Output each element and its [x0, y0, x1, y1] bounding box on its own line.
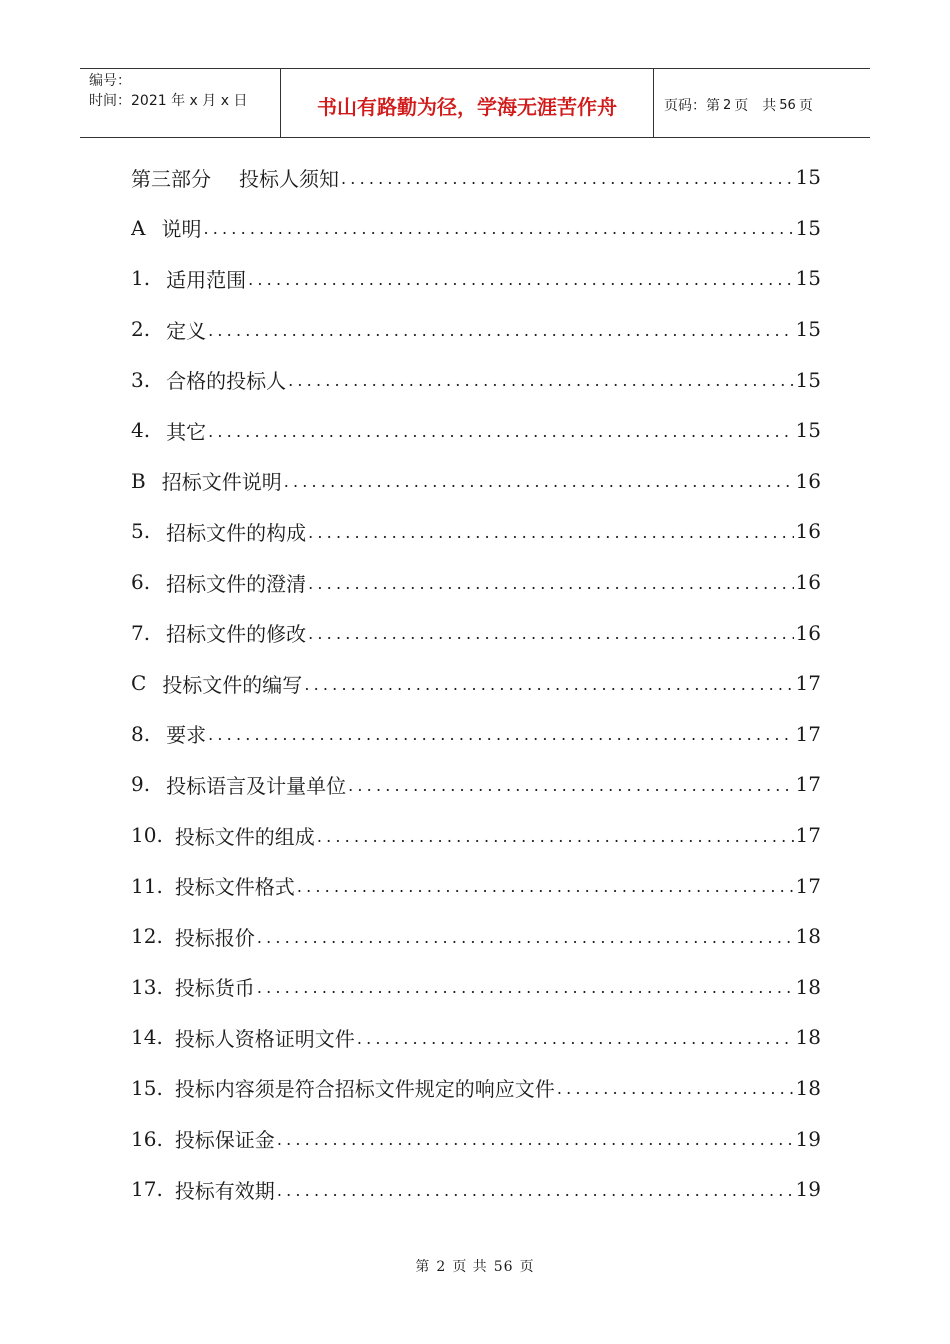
- toc-entry-page: 15: [795, 367, 821, 392]
- header-page-info: [654, 69, 870, 137]
- footer-current: 2: [436, 1259, 447, 1275]
- toc-entry[interactable]: [131, 557, 821, 608]
- toc-leader-dots: [203, 219, 793, 238]
- toc-entry-title: 投标文件格式: [174, 875, 295, 900]
- toc-entry-title: 说明: [161, 217, 202, 242]
- toc-leader-dots: [257, 978, 794, 997]
- toc-entry[interactable]: [131, 962, 821, 1013]
- header-page-suffix: 页: [798, 98, 813, 114]
- header-meta: [80, 69, 281, 137]
- toc-entry-title: 招标文件说明: [161, 470, 282, 495]
- toc-entry-number: 10.: [131, 823, 163, 848]
- toc-entry-number: 8.: [131, 721, 151, 746]
- toc-entry[interactable]: [131, 354, 821, 405]
- toc-entry-page: 19: [795, 1126, 821, 1151]
- toc-entry-page: 18: [795, 924, 821, 949]
- toc-entry-page: 17: [795, 873, 821, 898]
- toc-entry[interactable]: [131, 1012, 821, 1063]
- toc-leader-dots: [308, 523, 793, 542]
- toc-entry-page: 15: [795, 266, 821, 291]
- toc-entry-number: A: [131, 215, 146, 240]
- toc-entry[interactable]: [131, 709, 821, 760]
- toc-leader-dots: [277, 1181, 794, 1200]
- toc-entry-title: 投标内容须是符合招标文件规定的响应文件: [174, 1077, 555, 1102]
- toc-leader-dots: [297, 877, 794, 896]
- toc-leader-dots: [208, 321, 793, 340]
- toc-entry-number: 14.: [131, 1025, 163, 1050]
- toc-entry-page: 18: [795, 974, 821, 999]
- toc-entry[interactable]: [131, 658, 821, 709]
- toc-leader-dots: [208, 725, 793, 744]
- header-page-current: 2: [723, 97, 732, 113]
- toc-entry[interactable]: [131, 506, 821, 557]
- toc-entry-title: 投标语言及计量单位: [166, 773, 347, 798]
- toc-entry-number: C: [131, 671, 147, 696]
- footer-mid: 页 共: [452, 1259, 488, 1275]
- toc-entry-page: 16: [795, 519, 821, 544]
- toc-entry-page: 17: [795, 721, 821, 746]
- toc-entry[interactable]: [131, 253, 821, 304]
- toc-entry-number: 16.: [131, 1126, 163, 1151]
- toc-entry-number: B: [131, 468, 146, 493]
- toc-entry-title: 投标文件的编写: [162, 672, 303, 697]
- toc-leader-dots: [248, 270, 793, 289]
- toc-entry[interactable]: [131, 405, 821, 456]
- toc-leader-dots: [277, 1130, 794, 1149]
- toc-entry-title: 招标文件的澄清: [166, 571, 307, 596]
- toc-leader-dots: [348, 776, 793, 795]
- toc-entry-number: 15.: [131, 1075, 163, 1100]
- toc-entry-number: 1.: [131, 266, 151, 291]
- toc-entry-title: 合格的投标人: [166, 369, 287, 394]
- toc-entry[interactable]: [131, 810, 821, 861]
- toc-entry-page: 17: [795, 671, 821, 696]
- toc-entry-number: 第三部分: [131, 166, 211, 191]
- toc-entry-page: 17: [795, 772, 821, 797]
- toc-entry-number: 2.: [131, 317, 151, 342]
- toc-entry-page: 16: [795, 468, 821, 493]
- toc-leader-dots: [284, 472, 794, 491]
- toc-entry-page: 18: [795, 1075, 821, 1100]
- toc-entry-title: 投标货币: [174, 976, 255, 1001]
- toc-entry-number: 11.: [131, 873, 163, 898]
- document-number-label: 编号：: [89, 73, 131, 89]
- toc-entry-number: 3.: [131, 367, 151, 392]
- footer-suffix: 页: [519, 1259, 535, 1275]
- toc-entry-number: 5.: [131, 519, 151, 544]
- toc-entry-page: 16: [795, 620, 821, 645]
- toc-leader-dots: [308, 574, 793, 593]
- toc-entry-page: 15: [795, 165, 821, 190]
- toc-entry-title: 定义: [166, 318, 207, 343]
- toc-leader-dots: [304, 675, 793, 694]
- toc-entry-title: 招标文件的修改: [166, 622, 307, 647]
- header-motto: 书山有路勤为径，学海无涯苦作舟: [281, 69, 654, 137]
- toc-entry-title: 投标人须知: [239, 166, 339, 191]
- toc-entry-number: 9.: [131, 772, 151, 797]
- toc-entry-title: 要求: [166, 723, 207, 748]
- toc-entry-title: 其它: [166, 419, 207, 444]
- toc-leader-dots: [317, 827, 794, 846]
- document-date-label: 时间：2021 年 x 月 x 日: [89, 93, 248, 109]
- toc-entry-page: 15: [795, 317, 821, 342]
- toc-entry[interactable]: [131, 152, 821, 203]
- toc-leader-dots: [341, 169, 794, 188]
- toc-entry-page: 19: [795, 1177, 821, 1202]
- toc-leader-dots: [308, 624, 793, 643]
- toc-entry-title: 投标报价: [174, 925, 255, 950]
- toc-leader-dots: [357, 1029, 794, 1048]
- toc-leader-dots: [288, 371, 793, 390]
- footer-total: 56: [493, 1259, 514, 1275]
- toc-entry-number: 17.: [131, 1177, 163, 1202]
- toc-entry-title: 投标有效期: [174, 1178, 275, 1203]
- header-page-prefix: 页码：第: [664, 98, 720, 114]
- table-of-contents: [131, 152, 821, 1214]
- toc-entry-page: 15: [795, 215, 821, 240]
- toc-entry-title: 投标保证金: [174, 1128, 275, 1153]
- toc-entry[interactable]: [131, 456, 821, 507]
- footer-prefix: 第: [415, 1259, 431, 1275]
- header-page-total: 56: [779, 97, 796, 113]
- toc-entry-title: 投标人资格证明文件: [174, 1026, 355, 1051]
- toc-entry-title: 投标文件的组成: [174, 824, 315, 849]
- toc-entry-page: 18: [795, 1025, 821, 1050]
- toc-entry[interactable]: [131, 203, 821, 254]
- toc-entry-number: 12.: [131, 924, 163, 949]
- toc-entry-number: 6.: [131, 570, 151, 595]
- page-footer: [0, 1256, 950, 1276]
- toc-entry[interactable]: [131, 1113, 821, 1164]
- toc-entry[interactable]: [131, 1063, 821, 1114]
- page-header: [80, 68, 870, 138]
- toc-entry-number: 7.: [131, 620, 151, 645]
- toc-entry[interactable]: [131, 304, 821, 355]
- toc-entry-title: 招标文件的构成: [166, 520, 307, 545]
- toc-leader-dots: [257, 928, 794, 947]
- toc-entry-page: 15: [795, 418, 821, 443]
- toc-entry[interactable]: [131, 1164, 821, 1215]
- toc-entry-page: 17: [795, 823, 821, 848]
- header-page-mid: 页 共: [734, 98, 777, 114]
- toc-leader-dots: [208, 422, 793, 441]
- toc-entry[interactable]: [131, 607, 821, 658]
- toc-entry[interactable]: [131, 860, 821, 911]
- toc-entry[interactable]: [131, 911, 821, 962]
- toc-entry-page: 16: [795, 570, 821, 595]
- toc-leader-dots: [557, 1079, 794, 1098]
- toc-entry-number: 13.: [131, 974, 163, 999]
- toc-entry-number: 4.: [131, 418, 151, 443]
- toc-entry-title: 适用范围: [166, 267, 247, 292]
- toc-entry[interactable]: [131, 759, 821, 810]
